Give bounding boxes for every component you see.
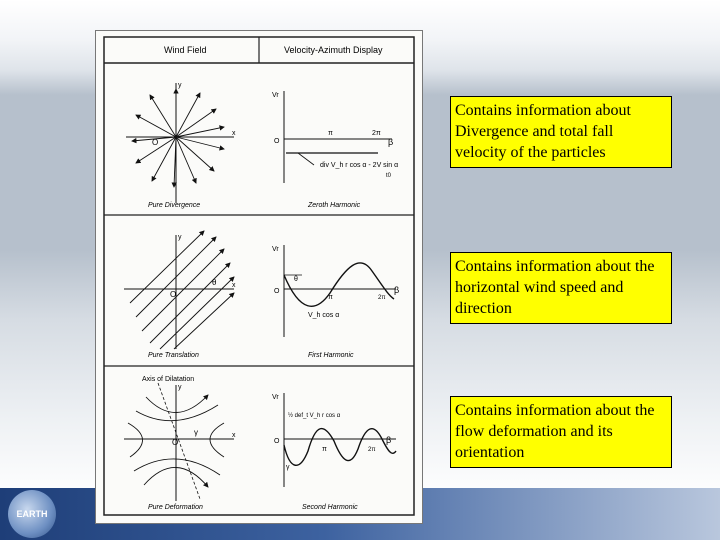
two-pi-label: 2π xyxy=(372,130,381,137)
y-label: y xyxy=(178,82,182,89)
header-vad: Velocity-Azimuth Display xyxy=(284,45,383,55)
caption-pure-deformation: Pure Deformation xyxy=(148,504,203,511)
zeroth-harmonic-diagram xyxy=(272,91,398,209)
y-label: y xyxy=(178,234,182,241)
theta-label: θ xyxy=(212,278,217,287)
axis-of-dilatation: Axis of Dilatation xyxy=(142,376,195,383)
pure-divergence-diagram xyxy=(126,82,236,209)
zeroth-formula: div V_h r cos α - 2V sin α xyxy=(320,162,399,169)
gamma-label: γ xyxy=(194,428,198,437)
y-label: y xyxy=(178,384,182,391)
caption-pure-divergence: Pure Divergence xyxy=(148,202,201,209)
note-divergence: Contains information about Divergence and total fall velocity of the particles xyxy=(450,96,672,168)
vr-label: Vr xyxy=(272,246,279,253)
x-label: x xyxy=(232,130,236,137)
caption-pure-translation: Pure Translation xyxy=(148,352,199,359)
pi-label: π xyxy=(328,130,333,137)
vr-label: Vr xyxy=(272,92,279,99)
gamma-label: γ xyxy=(286,464,290,471)
header-wind-field: Wind Field xyxy=(164,45,207,55)
caption-second-harmonic: Second Harmonic xyxy=(302,504,358,511)
x-label: x xyxy=(232,432,236,439)
x-label: x xyxy=(232,282,236,289)
two-pi-label: 2π xyxy=(378,295,386,301)
first-harmonic-diagram xyxy=(272,245,399,359)
two-pi-label: 2π xyxy=(368,447,376,453)
zeroth-t0: t0 xyxy=(386,173,392,179)
first-formula: V_h cos α xyxy=(308,312,340,319)
second-harmonic-diagram xyxy=(272,393,396,511)
vr-label: Vr xyxy=(272,394,279,401)
origin-label: O xyxy=(170,290,177,299)
vad-figure-drawing xyxy=(96,31,422,523)
origin-label: O xyxy=(274,288,280,295)
earth-logo-icon xyxy=(8,490,56,538)
logo-text: EARTH xyxy=(16,509,48,519)
note-translation: Contains information about the horizontal wind speed and direction xyxy=(450,252,672,324)
origin-label: O xyxy=(274,138,280,145)
vad-figure xyxy=(95,30,423,524)
beta-label: β xyxy=(388,137,394,147)
beta-label: β xyxy=(394,285,400,295)
caption-first-harmonic: First Harmonic xyxy=(308,352,354,359)
pi-label: π xyxy=(328,294,333,301)
pure-translation-diagram xyxy=(124,231,236,359)
origin-label: O xyxy=(172,438,179,447)
origin-label: O xyxy=(274,438,280,445)
figure-frame xyxy=(104,37,414,515)
pi-label: π xyxy=(322,446,327,453)
beta-label: β xyxy=(386,435,392,445)
theta-label: θ xyxy=(294,276,298,283)
note-deformation: Contains information about the flow deformation and its orientation xyxy=(450,396,672,468)
origin-label: O xyxy=(152,138,159,147)
caption-zeroth-harmonic: Zeroth Harmonic xyxy=(308,202,361,209)
pure-deformation-diagram xyxy=(124,376,236,511)
second-formula: ½ def_t V_h r cos α xyxy=(288,413,341,419)
